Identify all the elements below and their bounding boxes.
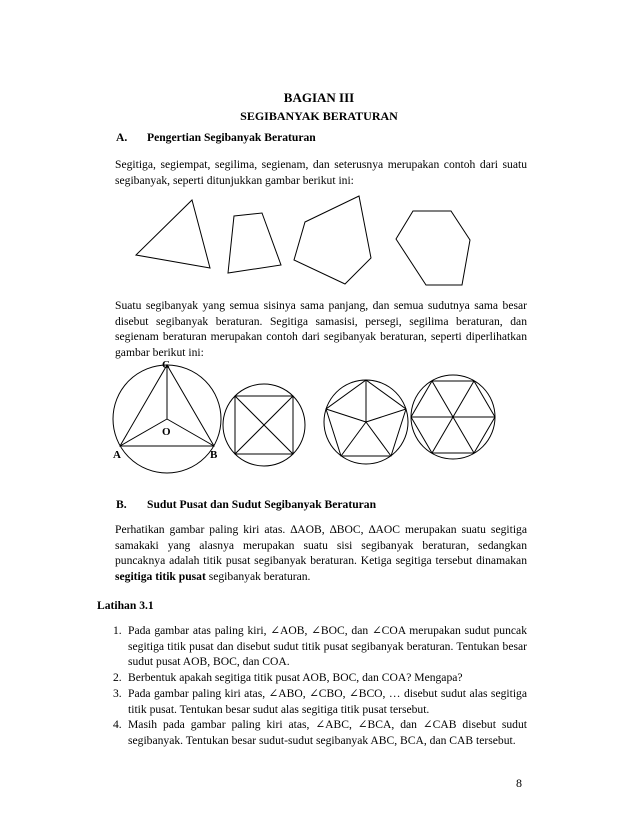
exercise-text: Berbentuk apakah segitiga titik pusat AOB, BOC, dan COA? Mengapa? [128,671,463,684]
section-b-text-end: segibanyak beraturan. [205,569,311,583]
regular-pentagon [326,380,406,456]
segment-oa [120,419,167,446]
pentagon-radius-5 [326,409,366,422]
pentagon-radius-3 [366,422,391,456]
section-b-text-start: Perhatikan gambar paling kiri atas. ∆AOB, ∆BOC, ∆AOC merupakan suatu segitiga samakaki yang alasnya merupakan suatu sisi segibanyak beraturan, sedangkan puncaknya adalah titik pusat segibanyak beraturan. Ketiga segitiga tersebut dinamakan [115,523,527,568]
square-diagonal-1 [235,396,293,454]
section-b-term: segitiga titik pusat [115,569,206,583]
exercise-heading: Latihan 3.1 [97,599,154,612]
circumcircle-1 [113,365,221,473]
circumcircle-4 [411,375,495,459]
vertex-label-b: B [210,449,218,461]
irregular-triangle [136,200,210,268]
section-a-letter: A. [116,131,128,144]
exercise-text: Pada gambar atas paling kiri, ∠AOB, ∠BOC, dan ∠COA merupakan sudut puncak segitiga titik pusat dan disebut sudut titik pusat segibanyak beraturan. Tentukan besar sudut pusat AOB, BOC, dan COA. [128,624,527,669]
pentagon-radius-4 [341,422,366,456]
exercise-list [113,623,527,748]
page-number: 8 [516,776,522,790]
square [235,396,293,454]
regular-hexagon [411,381,495,453]
exercise-item [113,717,527,748]
exercise-text: Masih pada gambar paling kiri atas, ∠ABC, ∠BCA, dan ∠CAB disebut sudut segibanyak. Tentukan besar sudut-sudut segibanyak ABC, BCA, dan CAB tersebut. [128,718,527,747]
hexagon-diagonal-1 [432,381,474,453]
chapter-title: BAGIAN III [283,90,355,105]
exercise-number: 4. [113,718,122,731]
exercise-number: 1. [113,624,122,637]
section-b-paragraph [115,522,527,584]
exercise-item [113,686,527,717]
vertex-label-a: A [113,449,121,461]
section-b-letter: B. [116,498,127,511]
irregular-hexagon [396,211,470,285]
section-a-paragraph-2: Suatu segibanyak yang semua sisinya sama panjang, dan semua sudutnya sama besar disebut segibanyak beraturan. Segitiga samasisi, persegi, segilima beraturan, dan segienam beraturan merupakan contoh dari segibanyak beraturan, seperti diperlihatkan gambar berikut ini: [115,299,527,359]
circumcircle-2 [223,384,305,466]
section-b-heading: Sudut Pusat dan Sudut Segibanyak Beraturan [147,498,377,511]
exercise-number: 2. [113,671,122,684]
irregular-quadrilateral [228,213,281,273]
segment-ob [167,419,214,446]
irregular-pentagon [294,196,371,284]
exercise-item [113,670,527,686]
exercise-text: Pada gambar paling kiri atas, ∠ABO, ∠CBO, ∠BCO, … disebut sudut alas segitiga titik pusat. Tentukan besar sudut alas segitiga titik pusat tersebut. [128,687,527,716]
circumcircle-3 [324,380,408,464]
pentagon-radius-2 [366,409,406,422]
vertex-label-c: C [162,359,170,371]
chapter-subtitle: SEGIBANYAK BERATURAN [240,109,398,123]
hexagon-diagonal-2 [432,381,474,453]
square-diagonal-2 [235,396,293,454]
section-a-heading: Pengertian Segibanyak Beraturan [147,131,316,144]
center-label-o: O [162,426,171,438]
section-a-paragraph-1: Segitiga, segiempat, segilima, segienam, dan seterusnya merupakan contoh dari suatu segibanyak, seperti ditunjukkan gambar berikut ini: [115,158,527,187]
exercise-item [113,623,527,670]
exercise-number: 3. [113,687,122,700]
